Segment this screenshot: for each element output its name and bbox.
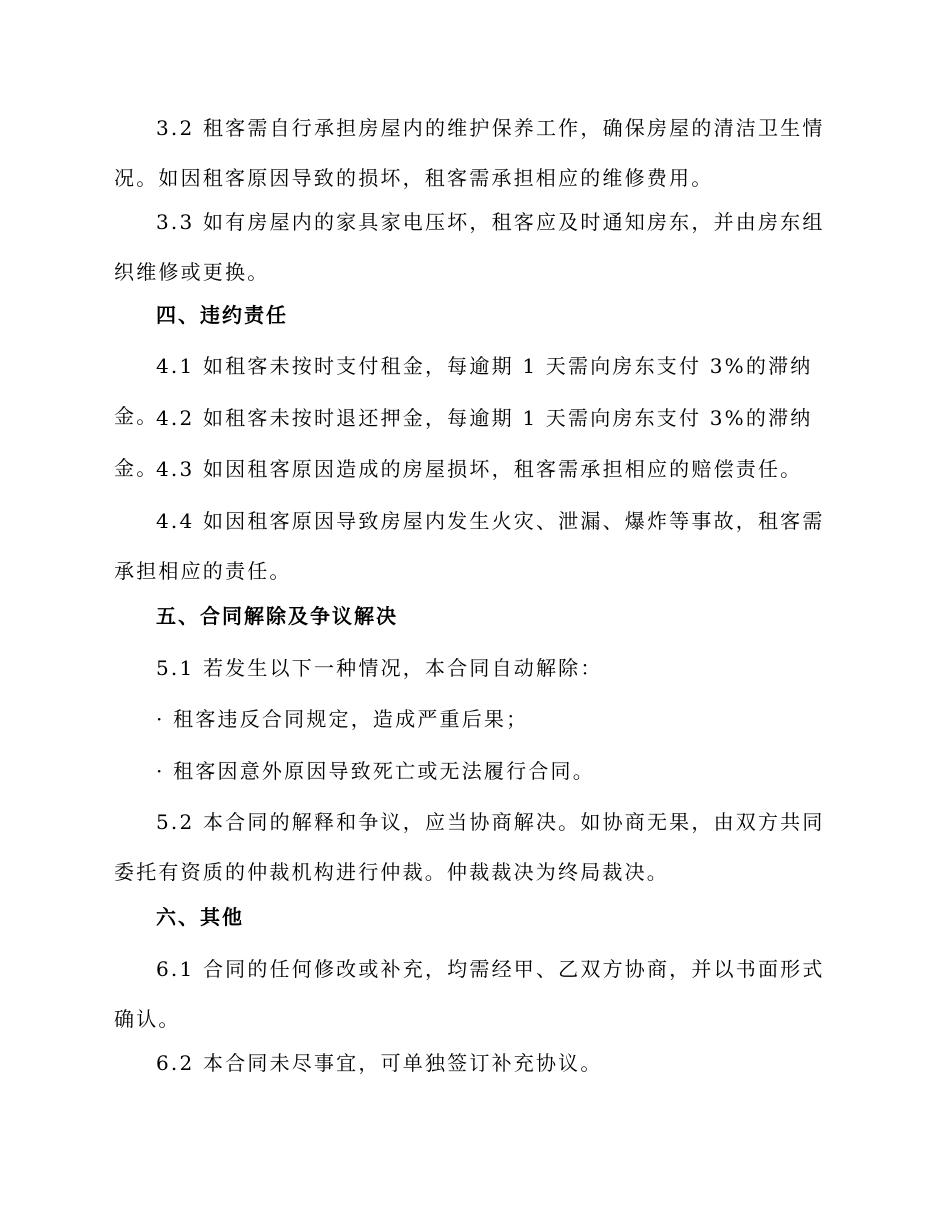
bullet-item-2: · 租客因意外原因导致死亡或无法履行合同。 bbox=[156, 759, 595, 783]
paragraph-4-1: 4.1 如租客未按时支付租金，每逾期 1 天需向房东支付 3%的滞纳金。 bbox=[114, 354, 813, 428]
paragraph-4-3: 4.3 如因租客原因造成的房屋损坏，租客需承担相应的赔偿责任。 bbox=[156, 457, 803, 481]
section-heading-4: 四、违约责任 bbox=[156, 303, 288, 327]
section-heading-6: 六、其他 bbox=[156, 905, 244, 929]
bullet-item-1: · 租客违反合同规定，造成严重后果； bbox=[156, 707, 529, 731]
paragraph-4-4: 4.4 如因租客原因导致房屋内发生火灾、泄漏、爆炸等事故，租客需承担相应的责任。 bbox=[114, 509, 825, 583]
section-heading-5: 五、合同解除及争议解决 bbox=[156, 604, 398, 628]
paragraph-5-1: 5.1 若发生以下一种情况，本合同自动解除： bbox=[156, 656, 603, 680]
paragraph-5-2: 5.2 本合同的解释和争议，应当协商解决。如协商无果，由双方共同委托有资质的仲裁机构进行仲裁。仲裁裁决为终局裁决。 bbox=[114, 810, 825, 884]
paragraph-6-2: 6.2 本合同未尽事宜，可单独签订补充协议。 bbox=[156, 1051, 603, 1075]
paragraph-3-2: 3.2 租客需自行承担房屋内的维护保养工作，确保房屋的清洁卫生情况。如因租客原因导致的损坏，租客需承担相应的维修费用。 bbox=[114, 116, 825, 190]
paragraph-3-3: 3.3 如有房屋内的家具家电压坏，租客应及时通知房东，并由房东组织维修或更换。 bbox=[114, 210, 825, 284]
paragraph-4-2: 4.2 如租客未按时退还押金，每逾期 1 天需向房东支付 3%的滞纳金。 bbox=[114, 406, 813, 480]
paragraph-6-1: 6.1 合同的任何修改或补充，均需经甲、乙双方协商，并以书面形式确认。 bbox=[114, 957, 825, 1031]
